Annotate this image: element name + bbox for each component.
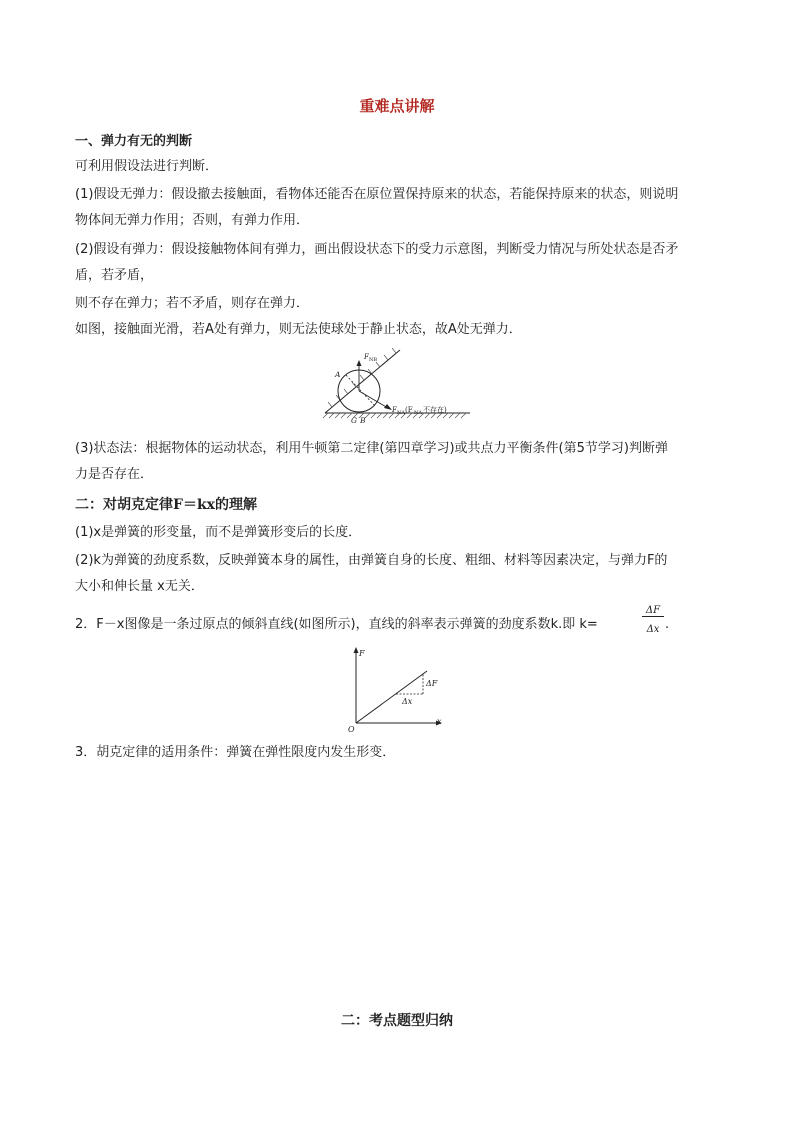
hooke-point-3: 2．F－x图像是一条过原点的倾斜直线(如图所示)，直线的斜率表示弹簧的劲度系数k.即 k= — [75, 617, 598, 632]
section1-heading: 一、弹力有无的判断 — [75, 134, 193, 149]
page-title: 重难点讲解 — [359, 97, 435, 115]
section2-heading: 二：对胡克定律F＝kx的理解 — [75, 497, 257, 513]
fna-note-subscript: NA — [414, 410, 422, 416]
force-extension-graph — [342, 645, 452, 735]
fnb-subscript: NB — [369, 357, 378, 363]
gravity-label: G — [351, 416, 357, 425]
hooke-point-2-line-2: 大小和伸长量 x无关． — [75, 579, 204, 594]
hooke-point-2-line-1: (2)k为弹簧的劲度系数，反映弹簧本身的属性，由弹簧自身的长度、粗细、材料等因素决定，与弹力F的 — [75, 553, 668, 568]
point-a-label: A — [335, 370, 341, 379]
paragraph-2-line-2: 盾，若矛盾， — [75, 268, 154, 283]
paragraph-2-line-1: (2)假设有弹力：假设接触物体间有弹力，画出假设状态下的受力示意图，判断受力情况与所处状态是否矛 — [75, 242, 679, 257]
slope-fraction-numerator: ΔF — [642, 605, 664, 617]
delta-x-label: Δx — [402, 697, 413, 706]
hooke-point-1: (1)x是弹簧的形变量，而不是弹簧形变后的长度． — [75, 525, 362, 540]
fna-subscript: NA — [397, 410, 405, 416]
fna-note-text: 不存在) — [423, 406, 447, 414]
point-b-label: B — [360, 416, 366, 425]
y-axis-label: F — [359, 649, 365, 658]
paragraph-3-line-1: (3)状态法：根据物体的运动状态，利用牛顿第二定律(第四章学习)或共点力平衡条件(第5节学习)判断弹 — [75, 441, 668, 456]
section1-intro: 可利用假设法进行判断． — [75, 159, 219, 174]
x-axis-label: x — [437, 717, 442, 726]
paragraph-2-line-3: 则不存在弹力；若不矛盾，则存在弹力． — [75, 296, 310, 311]
paragraph-1-line-2: 物体间无弹力作用；否则，有弹力作用． — [75, 213, 310, 228]
paragraph-2-line-4: 如图，接触面光滑，若A处有弹力，则无法使球处于静止状态，故A处无弹力． — [75, 322, 522, 337]
slope-period: . — [665, 617, 670, 632]
fna-note-prefix: (F — [405, 406, 413, 414]
ball-incline-figure — [320, 345, 480, 435]
fna-label: F — [392, 406, 397, 414]
slope-fraction-denominator: Δx — [646, 624, 660, 635]
bottom-heading: 二：考点题型归纳 — [341, 1013, 453, 1029]
paragraph-3-line-2: 力是否存在． — [75, 467, 154, 482]
origin-label: O — [348, 725, 355, 734]
paragraph-1-line-1: (1)假设无弹力：假设撤去接触面，看物体还能否在原位置保持原来的状态，若能保持原来的状态，则说明 — [75, 187, 679, 202]
fnb-label: F — [364, 353, 369, 361]
hooke-point-4: 3．胡克定律的适用条件：弹簧在弹性限度内发生形变． — [75, 745, 396, 760]
delta-f-label: ΔF — [426, 679, 438, 688]
